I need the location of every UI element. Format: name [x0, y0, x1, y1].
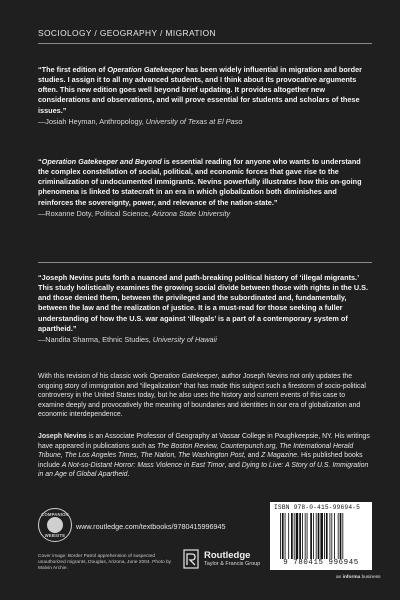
quote-3-text: “Joseph Nevins puts forth a nuanced and path-breaking political history of ‘illegal migrants.’ This study holistically examines the growing social divide between those with rights in the U.S. and those denied them, between the privileged and the subordinated and, fundamentally, between the law and the realization of justice. It is a must-read for those seeking a fuller understanding of how the U.S. war against ‘illegals’ is a part of a contemporary system of apartheid.” — [38, 273, 369, 333]
cover-credit: Cover image: Border Patrol apprehension of suspected unauthorized migrants, Douglas, Arizona, June 2004. Photo by Malvin Archie. — [38, 554, 172, 571]
publisher-logo — [183, 549, 260, 569]
companion-label: COMPANION — [41, 512, 69, 517]
publisher-group: Taylor & Francis Group — [204, 560, 261, 567]
quote-3-attribution: —Nandita Sharma, Ethnic Studies, University of Hawaii — [38, 334, 217, 344]
isbn-barcode — [270, 502, 372, 570]
companion-url[interactable]: www.routledge.com/textbooks/9780415996945 — [76, 522, 226, 531]
globe-icon — [47, 517, 63, 533]
publisher-name: Routledge — [204, 549, 251, 561]
isbn-text: ISBN 978-0-415-99694-5 — [274, 504, 361, 511]
quote-2-attribution: —Roxanne Doty, Political Science, Arizona State University — [38, 208, 231, 218]
informa-business-tag: an informa business — [336, 575, 381, 580]
top-divider — [38, 43, 372, 44]
middle-divider — [38, 262, 372, 263]
routledge-logo-icon — [183, 549, 199, 569]
quote-1 — [38, 65, 372, 127]
ean-number: 9 780415 996945 — [283, 559, 359, 567]
book-description: With this revision of his classic work Operation Gatekeeper, author Joseph Nevins not only updates the ongoing story of immigration and “illegalization” that has made this subject such a firestorm of socio-political controversy in the United States today, but he also uses the history and current events of this case to examine deeply and provocatively the meaning of boundaries and identities in our era of globalization and economic interdependence. — [38, 373, 366, 419]
author-bio: Joseph Nevins is an Associate Professor of Geography at Vassar College in Poughkeepsie, NY. His writings have appeared in publications such as The Boston Review, Counterpunch.org, The International Herald Tribune, The Los Angeles Times, The Nation, The Washington Post, and Z Magazine. His published books include A Not-so-Distant Horror: Mass Violence in East Timor, and Dying to Live: A Story of U.S. Immigration in an Age of Global Apartheid. — [38, 433, 370, 479]
category-label: SOCIOLOGY / GEOGRAPHY / MIGRATION — [38, 28, 216, 38]
quote-3 — [38, 273, 372, 345]
website-label: WEBSITE — [44, 533, 66, 538]
quote-1-attribution: —Josiah Heyman, Anthropology, University of Texas at El Paso — [38, 116, 243, 126]
quote-2-text: “Operation Gatekeeper and Beyond is essential reading for anyone who wants to understand the complex constellation of social, political, and economic forces that gave rise to the criminalization of undocumented immigrants. Nevins powerfully illustrates how this on-going phenomena is linked to statecraft in an era in which globalization both diminishes and reinforces the sovereignty, power, and relevance of the nation-state.” — [38, 157, 362, 207]
quote-1-text: “The first edition of Operation Gatekeeper has been widely influential in migration and border studies. I assign it to all my advanced students, and I think about its provocative arguments often. This new edition goes well beyond brief updating. It provides altogether new considerations and observations, and will prove essential for students and scholars of these issues.” — [38, 65, 362, 115]
barcode-bars — [280, 513, 366, 559]
quote-2 — [38, 157, 372, 219]
companion-website-badge — [38, 508, 72, 542]
